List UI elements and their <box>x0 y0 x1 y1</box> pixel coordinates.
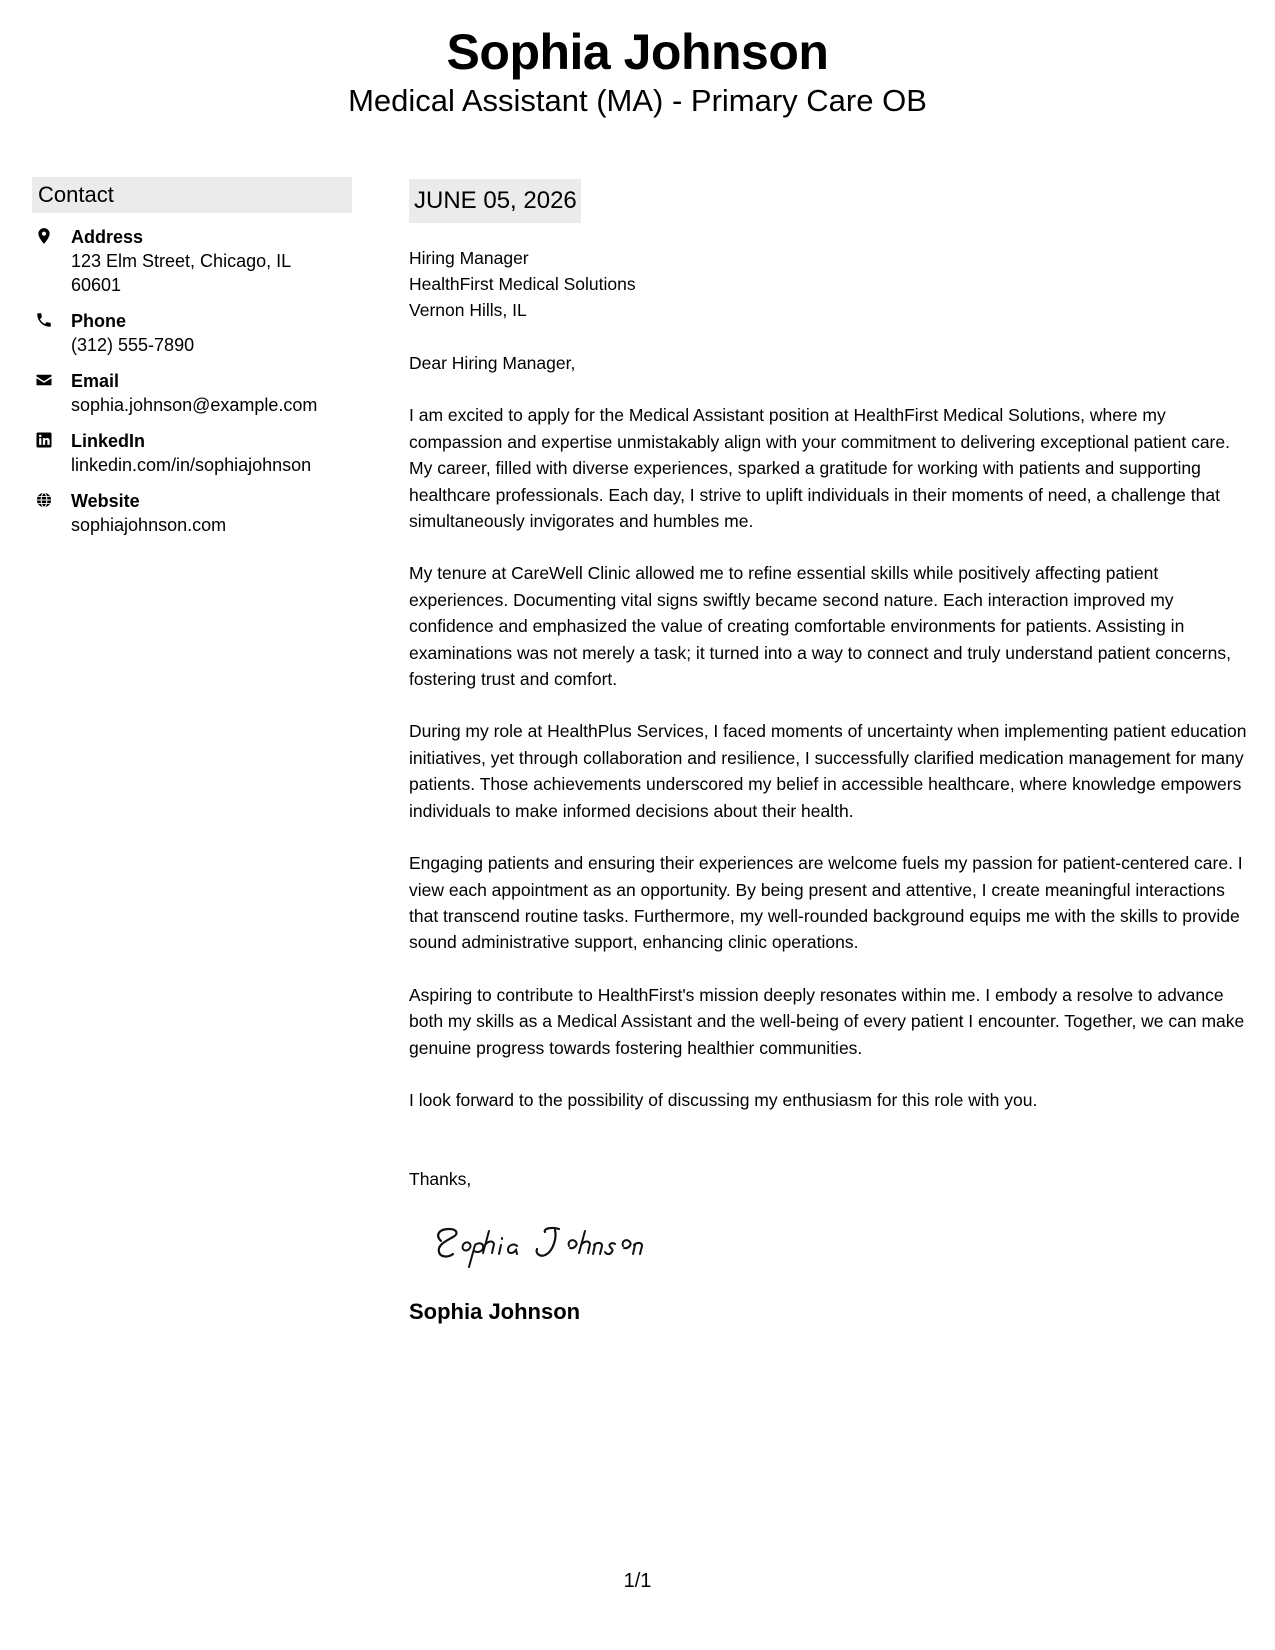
contact-label: Phone <box>71 311 127 331</box>
recipient-line: Hiring Manager <box>409 248 529 268</box>
letter-paragraph: Aspiring to contribute to HealthFirst's mission deeply resonates within me. I embody a resolve to advance both my skills as a Medical Assistant and the well-being of every patient I encounter. Together, we can make genuine progress towards fostering healthier communities. <box>409 984 1245 1058</box>
contact-value: linkedin.com/in/sophiajohnson <box>71 455 312 475</box>
contact-value: sophiajohnson.com <box>71 515 227 535</box>
signer-name: Sophia Johnson <box>409 1299 581 1325</box>
contact-value: sophia.johnson@example.com <box>71 395 318 415</box>
letter-paragraph: I look forward to the possibility of discussing my enthusiasm for this role with you. <box>409 1089 1038 1110</box>
map-pin-icon <box>35 227 53 245</box>
contact-sidebar <box>32 177 352 537</box>
letter-paragraph: During my role at HealthPlus Services, I faced moments of uncertainty when implementing patient education initiatives, yet through collaboration and resilience, I successfully clarified medication management for many patients. Those achievements underscored my belief in accessible healthcare, where knowledge empowers individuals to make informed decisions about their health. <box>409 721 1247 821</box>
recipient-block <box>409 245 1254 323</box>
job-title: Medical Assistant (MA) - Primary Care OB <box>348 83 927 118</box>
page-number: 1/1 <box>623 1570 652 1592</box>
contact-value: (312) 555-7890 <box>71 335 195 355</box>
letter-paragraph: My tenure at CareWell Clinic allowed me to refine essential skills while positively affecting patient experiences. Documenting vital signs swiftly became second nature. Each interaction improved my confidence and emphasized the value of creating comfortable environments for patients. Assisting in examinations was not merely a task; it turned into a way to connect and truly understand patient concerns, fostering trust and comfort. <box>409 563 1231 690</box>
contact-email <box>32 369 352 417</box>
contact-heading: Contact <box>32 177 352 213</box>
contact-label: LinkedIn <box>71 431 146 451</box>
recipient-line: HealthFirst Medical Solutions <box>409 274 636 294</box>
recipient-line: Vernon Hills, IL <box>409 300 527 320</box>
closing: Thanks, <box>409 1169 472 1190</box>
applicant-name: Sophia Johnson <box>446 24 829 80</box>
globe-icon <box>35 491 53 509</box>
contact-value: 123 Elm Street, Chicago, IL 60601 <box>71 251 291 295</box>
contact-website <box>32 489 352 537</box>
handwritten-signature <box>419 1213 659 1273</box>
letter-paragraph: I am excited to apply for the Medical Assistant position at HealthFirst Medical Solutions, where my compassion and expertise unmistakably align with your commitment to delivering exceptional patient care. My career, filled with diverse experiences, sparked a gratitude for working with patients and supporting healthcare professionals. Each day, I strive to uplift individuals in their moments of need, a challenge that simultaneously invigorates and humbles me. <box>409 405 1230 532</box>
contact-phone <box>32 309 352 357</box>
letter-paragraph: Engaging patients and ensuring their experiences are welcome fuels my passion for patient-centered care. I view each appointment as an opportunity. By being present and attentive, I create meaningful interactions that transcend routine tasks. Furthermore, my well-rounded background equips me with the skills to provide sound administrative support, enhancing clinic operations. <box>409 853 1243 953</box>
contact-label: Address <box>71 227 144 247</box>
email-icon <box>35 371 53 389</box>
letter-header <box>0 22 1275 120</box>
contact-address <box>32 225 352 297</box>
letter-body <box>409 179 1254 1326</box>
linkedin-icon <box>35 431 53 449</box>
contact-linkedin <box>32 429 352 477</box>
contact-label: Website <box>71 491 140 511</box>
letter-date: JUNE 05, 2026 <box>409 179 581 223</box>
phone-icon <box>35 311 53 329</box>
contact-label: Email <box>71 371 120 391</box>
salutation: Dear Hiring Manager, <box>409 353 576 373</box>
